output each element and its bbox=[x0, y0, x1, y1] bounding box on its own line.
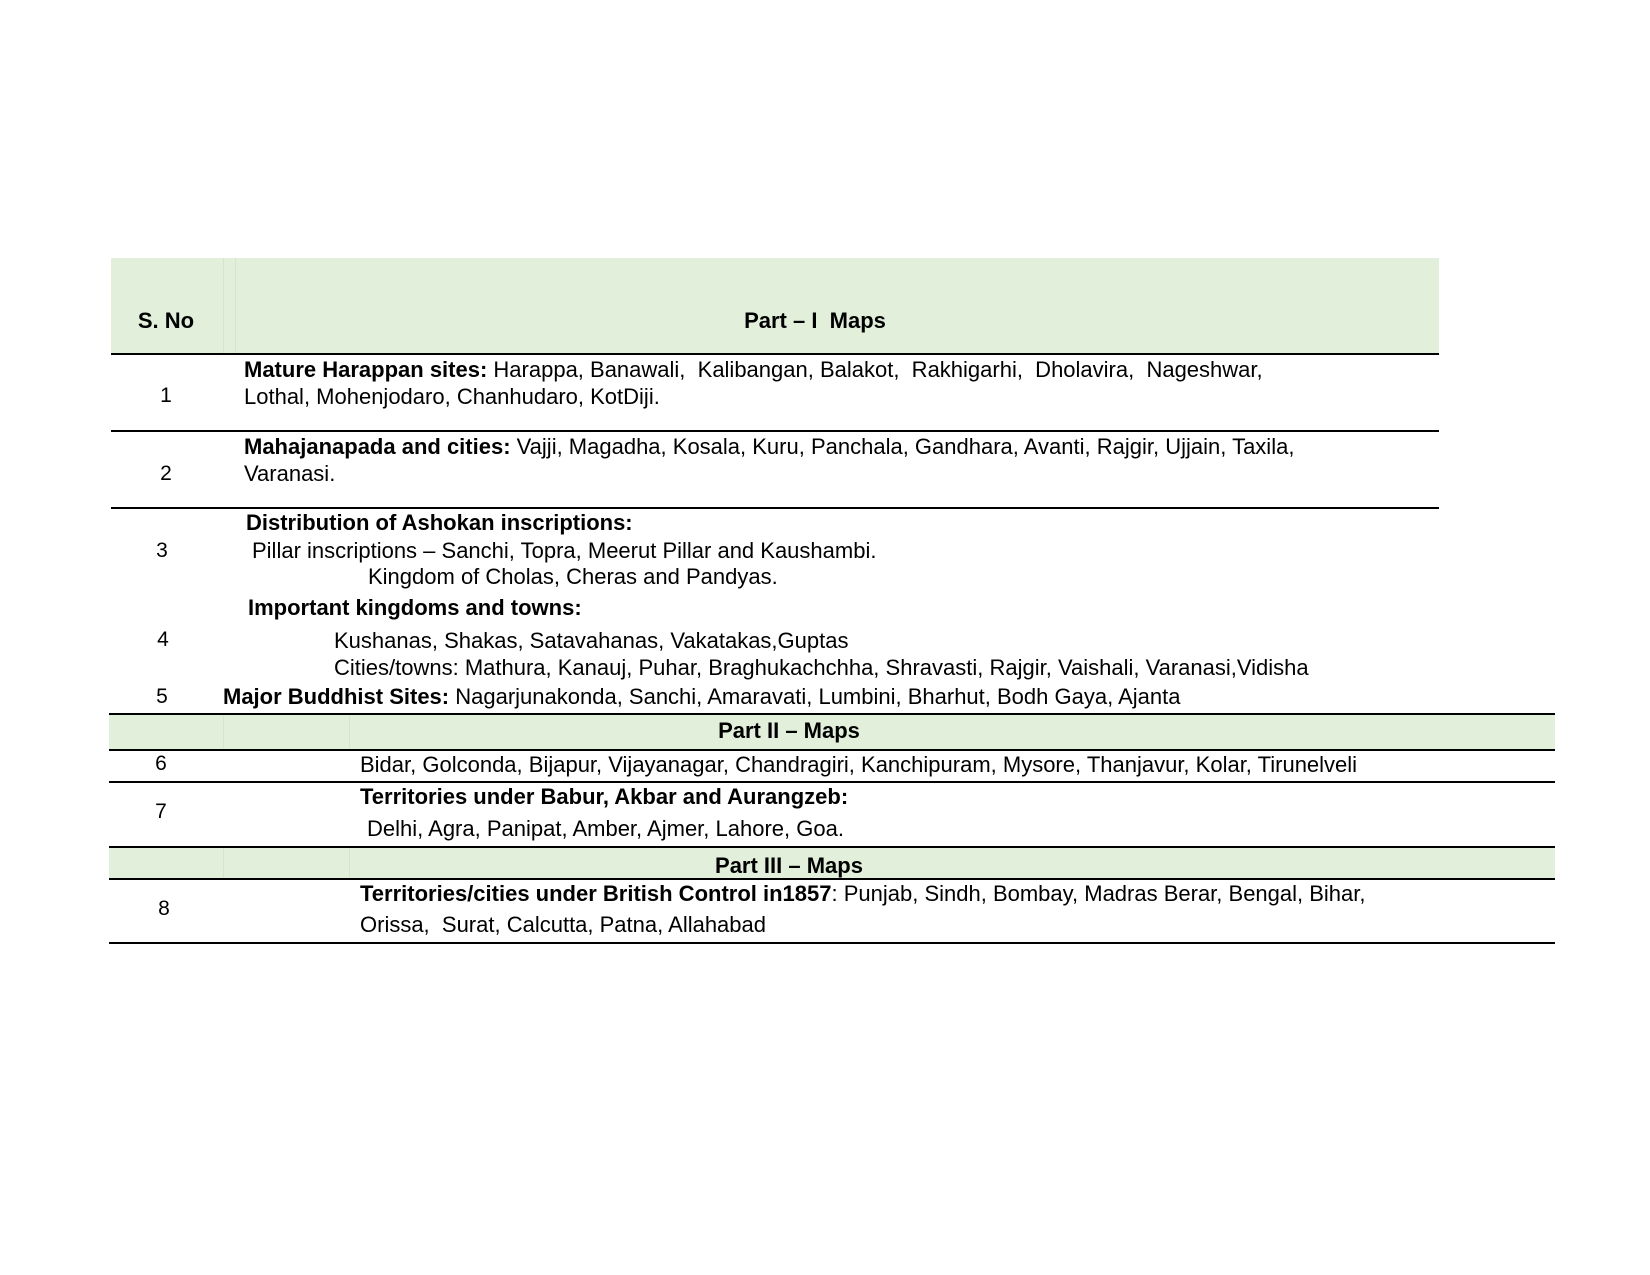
table-rule bbox=[109, 781, 1555, 783]
band-divider bbox=[223, 848, 224, 878]
row-1-line-1 bbox=[244, 357, 1263, 383]
row-2-number: 2 bbox=[160, 462, 172, 485]
row-5-line-1 bbox=[223, 684, 1180, 710]
row-1-line-2: Lothal, Mohenjodaro, Chanhudaro, KotDiji. bbox=[244, 384, 660, 409]
row-5-number: 5 bbox=[156, 685, 168, 708]
band-divider bbox=[223, 715, 224, 749]
row-8-line-2: Orissa, Surat, Calcutta, Patna, Allahabad bbox=[360, 912, 767, 937]
row-3-number: 3 bbox=[156, 539, 168, 562]
part1-header-band bbox=[111, 258, 1439, 353]
row-8-heading: Territories/cities under British Control in1857 bbox=[360, 881, 832, 906]
table-rule bbox=[111, 353, 1439, 355]
row-1-heading: Mature Harappan sites: bbox=[244, 357, 488, 382]
row-2-heading: Mahajanapada and cities: bbox=[244, 434, 511, 459]
part1-title: Part – I Maps bbox=[744, 308, 886, 333]
row-8-number: 8 bbox=[158, 897, 170, 920]
part3-title: Part III – Maps bbox=[715, 853, 863, 878]
row-2-line-2: Varanasi. bbox=[244, 461, 336, 486]
row-4-number: 4 bbox=[157, 628, 169, 651]
part2-title: Part II – Maps bbox=[718, 718, 860, 743]
row-8-text: : Punjab, Sindh, Bombay, Madras Berar, Bengal, Bihar, bbox=[831, 881, 1366, 906]
row-2-text: Vajji, Magadha, Kosala, Kuru, Panchala, Gandhara, Avanti, Rajgir, Ujjain, Taxila, bbox=[510, 434, 1295, 459]
row-7-number: 7 bbox=[155, 800, 167, 823]
row-2-line-1 bbox=[244, 434, 1294, 460]
row-4-line-2: Cities/towns: Mathura, Kanauj, Puhar, Braghukachchha, Shravasti, Rajgir, Vaishali, Varanasi,Vidisha bbox=[334, 655, 1309, 680]
table-rule bbox=[109, 878, 1555, 880]
row-5-heading: Major Buddhist Sites: bbox=[223, 684, 450, 709]
row-5-text: Nagarjunakonda, Sanchi, Amaravati, Lumbini, Bharhut, Bodh Gaya, Ajanta bbox=[449, 684, 1181, 709]
table-rule bbox=[111, 430, 1439, 432]
header-divider bbox=[235, 258, 236, 353]
row-1-text: Harappa, Banawali, Kalibangan, Balakot, Rakhigarhi, Dholavira, Nageshwar, bbox=[487, 357, 1263, 382]
row-7-line-1: Delhi, Agra, Panipat, Amber, Ajmer, Lahore, Goa. bbox=[367, 816, 844, 841]
table-rule bbox=[111, 507, 1439, 509]
header-divider bbox=[223, 258, 224, 353]
row-6-line-1: Bidar, Golconda, Bijapur, Vijayanagar, Chandragiri, Kanchipuram, Mysore, Thanjavur, Kolar, Tirunelveli bbox=[360, 752, 1358, 777]
table-rule bbox=[109, 749, 1555, 751]
row-4-heading: Important kingdoms and towns: bbox=[248, 595, 582, 620]
row-4-line-1: Kushanas, Shakas, Satavahanas, Vakatakas,Guptas bbox=[334, 628, 849, 653]
table-rule bbox=[109, 942, 1555, 944]
row-7-heading: Territories under Babur, Akbar and Aurangzeb: bbox=[360, 784, 849, 809]
row-1-number: 1 bbox=[160, 384, 172, 407]
row-3-heading: Distribution of Ashokan inscriptions: bbox=[246, 510, 633, 535]
sno-column-header: S. No bbox=[137, 308, 195, 333]
row-6-number: 6 bbox=[155, 752, 167, 775]
row-3-line-1: Pillar inscriptions – Sanchi, Topra, Meerut Pillar and Kaushambi. bbox=[252, 538, 877, 563]
row-3-line-2: Kingdom of Cholas, Cheras and Pandyas. bbox=[368, 564, 778, 589]
row-8-line-1 bbox=[360, 881, 1366, 907]
